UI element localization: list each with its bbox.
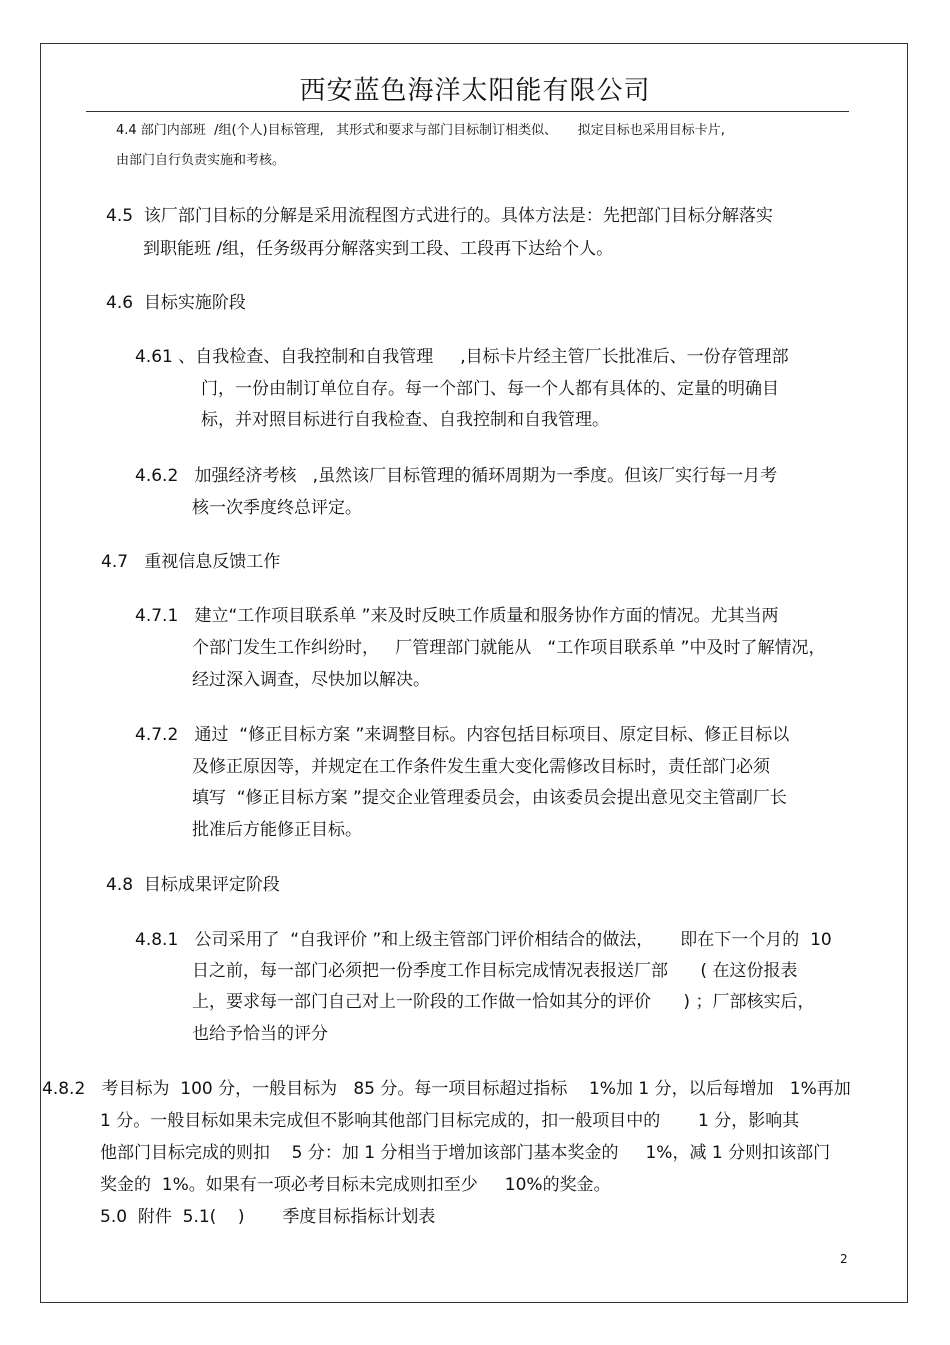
title-underline: [86, 111, 849, 112]
text-line: 核一次季度终总评定。: [192, 498, 362, 518]
company-title: 西安蓝色海洋太阳能有限公司: [299, 76, 651, 106]
text-line: 门，一份由制订单位自存。每一个部门、每一个人都有具体的、定量的明确目: [201, 379, 779, 399]
text-line: 4.5 该厂部门目标的分解是采用流程图方式进行的。具体方法是：先把部门目标分解落实: [106, 206, 773, 226]
text-line: 4.6.2 加强经济考核 ,虽然该厂目标管理的循环周期为一季度。但该厂实行每一月考: [135, 466, 778, 486]
text-line: 5.0 附件 5.1( ) 季度目标指标计划表: [100, 1207, 436, 1227]
text-line: 4.8.2 考目标为 100 分，一般目标为 85 分。每一项目标超过指标 1%加 1 分，以后每增加 1%再加: [42, 1079, 851, 1099]
text-line: 4.7.2 通过 “修正目标方案 ”来调整目标。内容包括目标项目、原定目标、修正目标以: [135, 725, 790, 745]
text-line: 1 分。一般目标如果未完成但不影响其他部门目标完成的，扣一般项目中的 1 分，影响其: [100, 1111, 800, 1131]
section-heading: 4.6 目标实施阶段: [106, 293, 246, 313]
text-line: 4.8.1 公司采用了 “自我评价 ”和上级主管部门评价相结合的做法， 即在下一个月的 10: [135, 930, 832, 950]
text-line: 由部门自行负责实施和考核。: [116, 153, 286, 168]
text-line: 4.7.1 建立“工作项目联系单 ”来及时反映工作质量和服务协作方面的情况。尤其当两: [135, 606, 779, 626]
text-line: 及修正原因等，并规定在工作条件发生重大变化需修改目标时，责任部门必须: [192, 757, 770, 777]
text-line: 经过深入调查，尽快加以解决。: [192, 670, 430, 690]
section-heading: 4.7 重视信息反馈工作: [101, 552, 281, 572]
text-line: 4.4 部门内部班 /组(个人)目标管理, 其形式和要求与部门目标制订相类似、 拟定目标也采用目标卡片,: [116, 123, 725, 138]
page-number: 2: [840, 1252, 848, 1266]
text-line: 批准后方能修正目标。: [192, 820, 362, 840]
text-line: 个部门发生工作纠纷时， 厂管理部门就能从 “工作项目联系单 ”中及时了解情况，: [192, 638, 826, 658]
text-line: 日之前，每一部门必须把一份季度工作目标完成情况表报送厂部 ( 在这份报表: [192, 961, 798, 981]
text-line: 标，并对照目标进行自我检查、自我控制和自我管理。: [201, 410, 609, 430]
text-line: 填写 “修正目标方案 ”提交企业管理委员会，由该委员会提出意见交主管副厂长: [192, 788, 787, 808]
text-line: 4.61 、自我检查、自我控制和自我管理 ,目标卡片经主管厂长批准后、一份存管理部: [135, 347, 789, 367]
section-heading: 4.8 目标成果评定阶段: [106, 875, 280, 895]
text-line: 他部门目标完成的则扣 5 分：加 1 分相当于增加该部门基本奖金的 1%，减 1 分则扣该部门: [100, 1143, 831, 1163]
text-line: 到职能班 /组，任务级再分解落实到工段、工段再下达给个人。: [143, 239, 614, 259]
text-line: 也给予恰当的评分: [192, 1024, 328, 1044]
text-line: 奖金的 1%。如果有一项必考目标未完成则扣至少 10%的奖金。: [100, 1175, 611, 1195]
text-line: 上，要求每一部门自己对上一阶段的工作做一恰如其分的评价 ) ；厂部核实后，: [192, 992, 815, 1012]
